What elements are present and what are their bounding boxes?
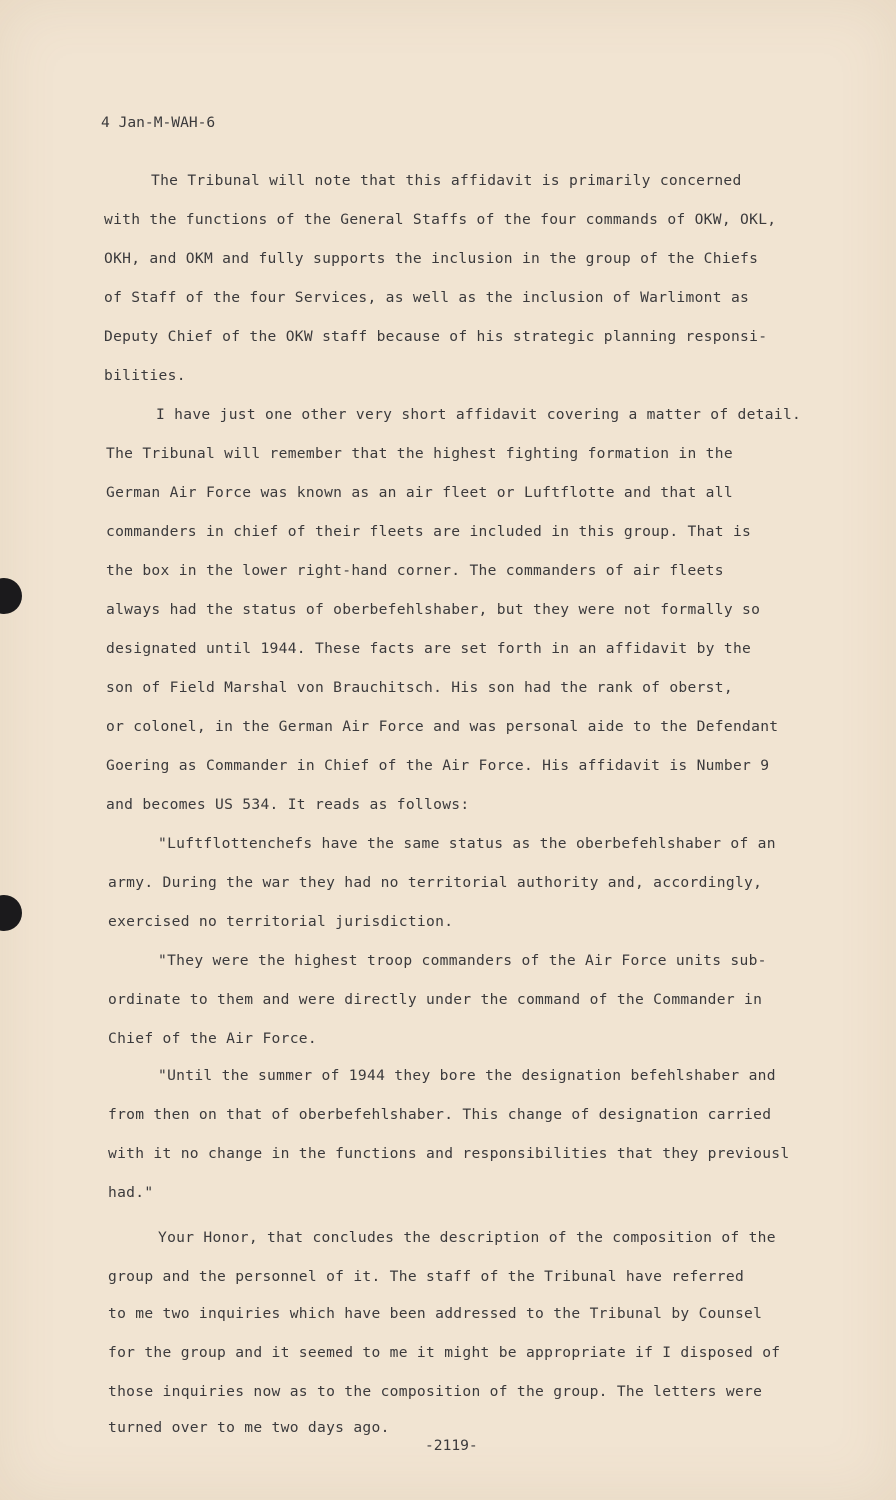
page-number: -2119- xyxy=(425,1437,478,1454)
text-line: of Staff of the four Services, as well as the inclusion of Warlimont as xyxy=(104,289,750,306)
page-header: 4 Jan-M-WAH-6 xyxy=(101,114,216,131)
punch-hole xyxy=(0,578,22,614)
text-line: The Tribunal will remember that the highest fighting formation in the xyxy=(106,445,733,462)
text-line: and becomes US 534. It reads as follows: xyxy=(106,796,470,813)
text-line: with it no change in the functions and responsibilities that they previousl xyxy=(108,1145,790,1162)
text-line: Your Honor, that concludes the description of the composition of the xyxy=(158,1229,776,1246)
text-line: Chief of the Air Force. xyxy=(108,1030,317,1047)
text-line: had." xyxy=(108,1184,154,1201)
text-line: turned over to me two days ago. xyxy=(108,1419,390,1436)
text-line: OKH, and OKM and fully supports the inclusion in the group of the Chiefs xyxy=(104,250,759,267)
text-line: from then on that of oberbefehlshaber. This change of designation carried xyxy=(108,1106,772,1123)
text-line: with the functions of the General Staffs of the four commands of OKW, OKL, xyxy=(104,211,777,228)
text-line: "They were the highest troop commanders of the Air Force units sub- xyxy=(158,952,767,969)
text-line: Goering as Commander in Chief of the Air Force. His affidavit is Number 9 xyxy=(106,757,770,774)
text-line: son of Field Marshal von Brauchitsch. His son had the rank of oberst, xyxy=(106,679,733,696)
text-line: or colonel, in the German Air Force and was personal aide to the Defendant xyxy=(106,718,779,735)
text-line: designated until 1944. These facts are set forth in an affidavit by the xyxy=(106,640,752,657)
text-line: The Tribunal will note that this affidavit is primarily concerned xyxy=(151,172,742,189)
text-line: German Air Force was known as an air fleet or Luftflotte and that all xyxy=(106,484,733,501)
text-line: "Luftflottenchefs have the same status as the oberbefehlshaber of an xyxy=(158,835,776,852)
text-line: the box in the lower right-hand corner. The commanders of air fleets xyxy=(106,562,724,579)
text-line: ordinate to them and were directly under the command of the Commander in xyxy=(108,991,763,1008)
text-line: bilities. xyxy=(104,367,186,384)
punch-hole xyxy=(0,895,22,931)
text-line: army. During the war they had no territorial authority and, accordingly, xyxy=(108,874,763,891)
text-line: always had the status of oberbefehlshaber, but they were not formally so xyxy=(106,601,761,618)
text-line: group and the personnel of it. The staff of the Tribunal have referred xyxy=(108,1268,745,1285)
text-line: Deputy Chief of the OKW staff because of his strategic planning responsi- xyxy=(104,328,768,345)
text-line: I have just one other very short affidavit covering a matter of detail. xyxy=(156,406,802,423)
text-line: "Until the summer of 1944 they bore the designation befehlshaber and xyxy=(158,1067,776,1084)
text-line: for the group and it seemed to me it might be appropriate if I disposed of xyxy=(108,1344,781,1361)
text-line: commanders in chief of their fleets are included in this group. That is xyxy=(106,523,752,540)
text-line: those inquiries now as to the composition of the group. The letters were xyxy=(108,1383,763,1400)
text-line: to me two inquiries which have been addressed to the Tribunal by Counsel xyxy=(108,1305,763,1322)
text-line: exercised no territorial jurisdiction. xyxy=(108,913,454,930)
